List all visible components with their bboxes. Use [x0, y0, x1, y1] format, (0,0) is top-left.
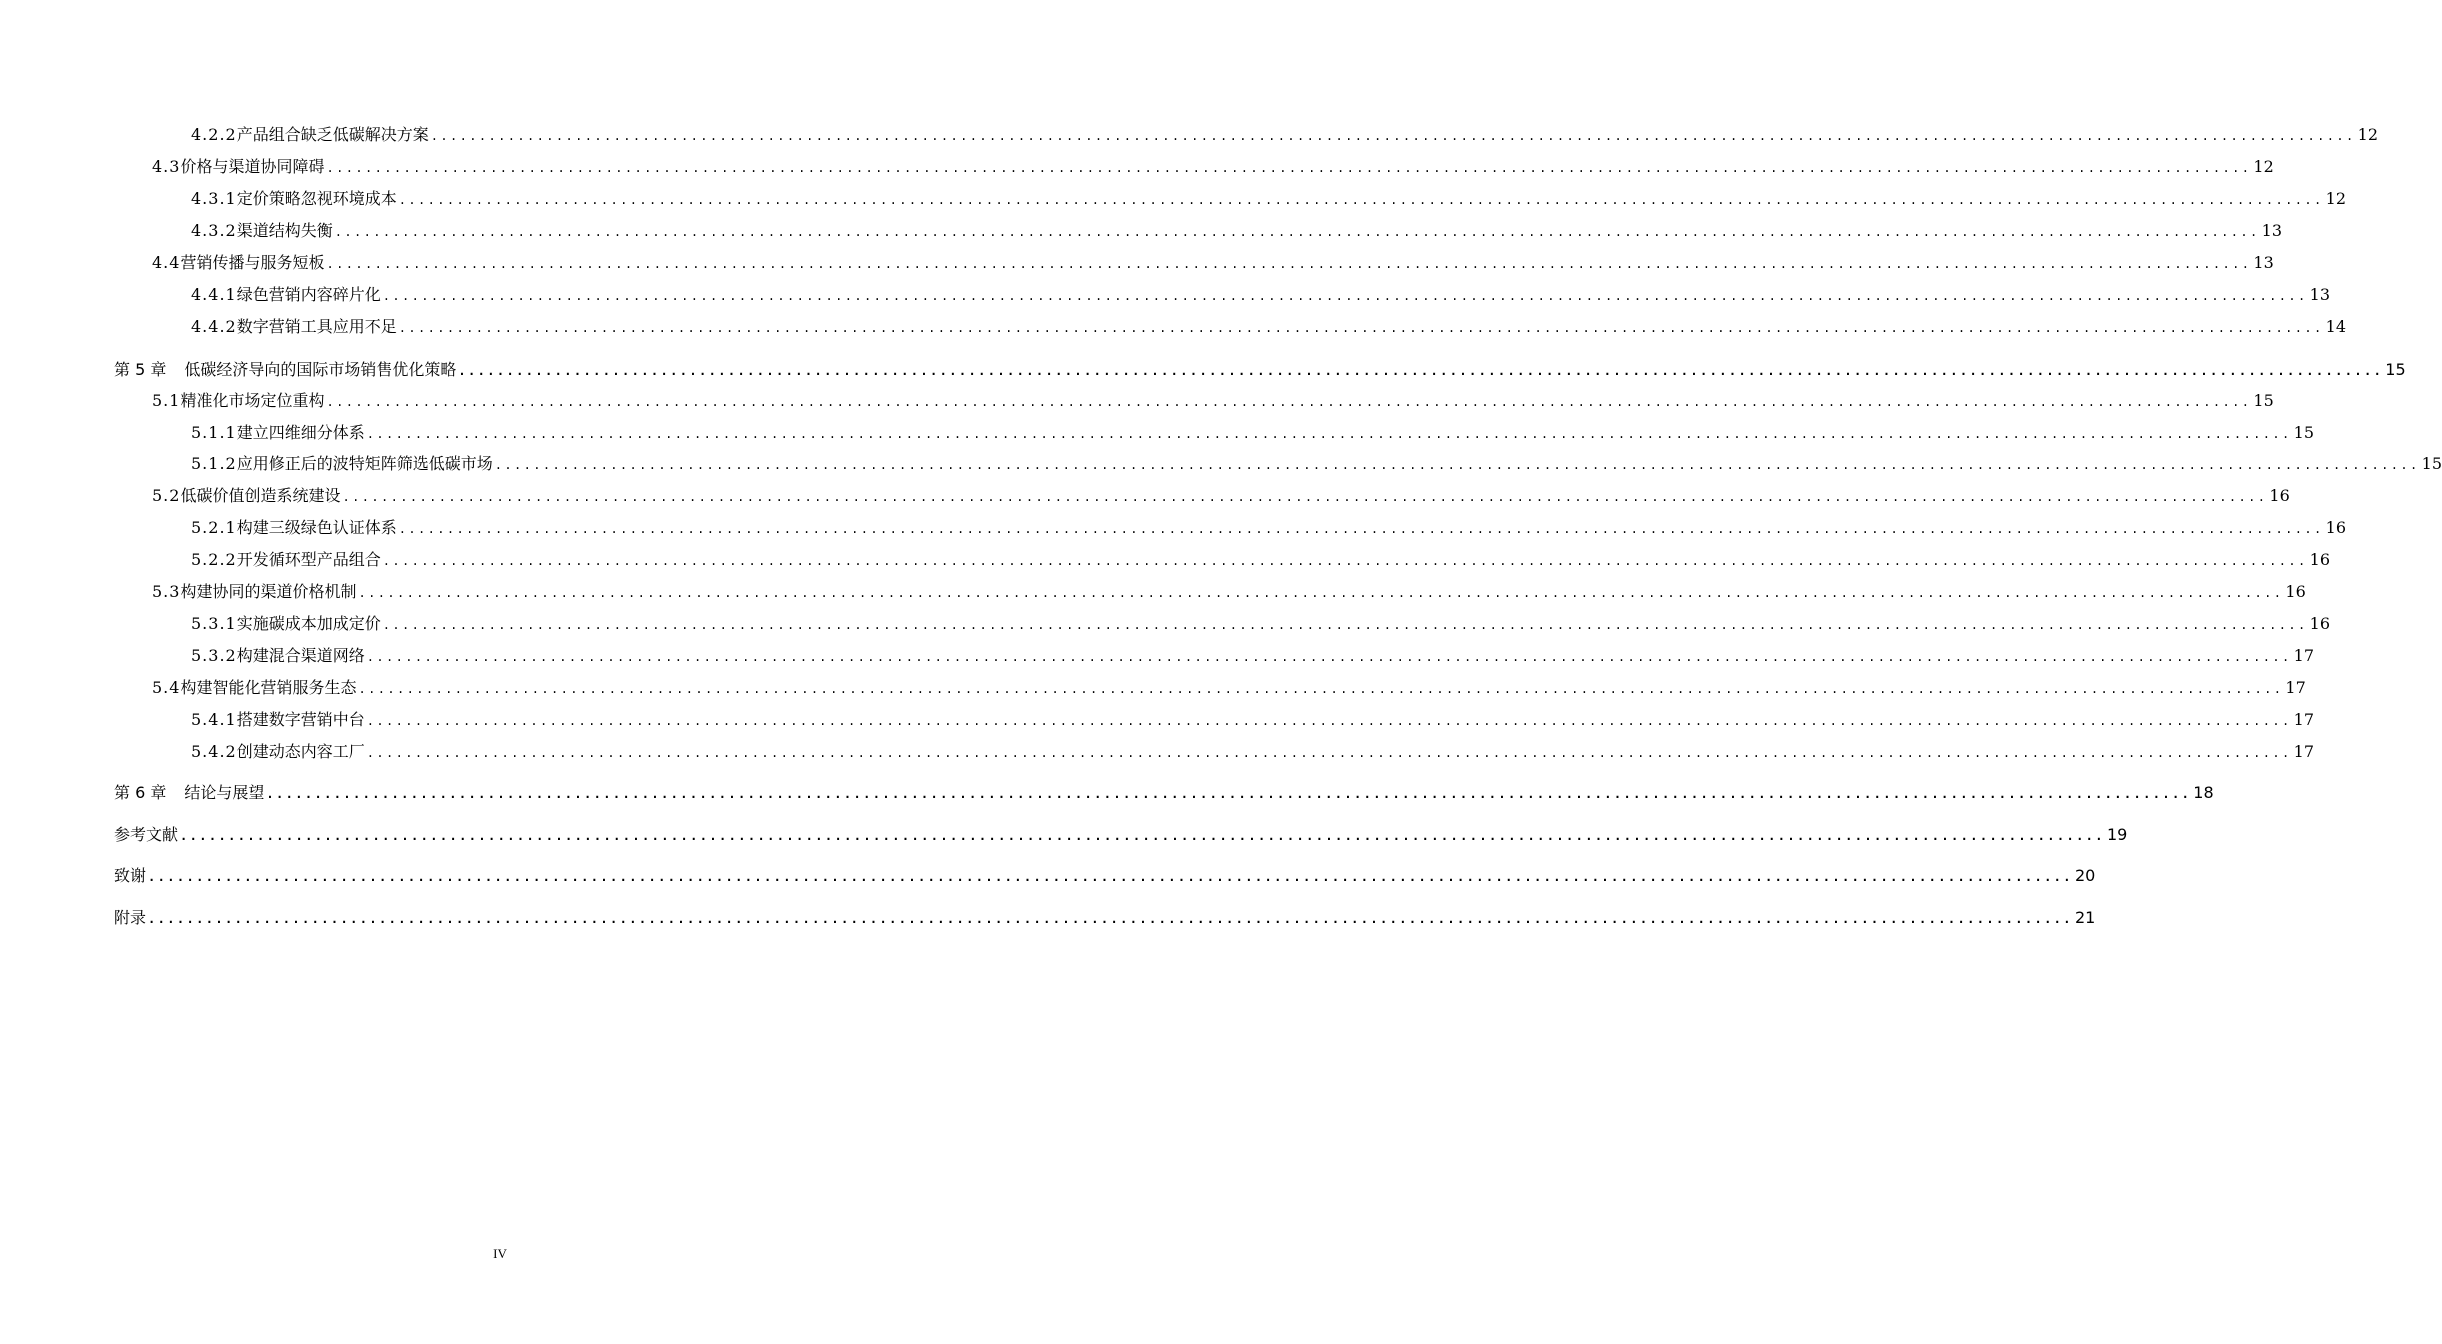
toc-entry-title: 绿色营销内容碎片化	[236, 285, 381, 304]
toc-entry-title: 营销传播与服务短板	[180, 253, 325, 272]
toc-entry-title: 参考文献	[114, 825, 179, 844]
toc-entry-title: 致谢	[114, 866, 147, 885]
toc-entry-title: 结论与展望	[184, 783, 265, 802]
toc-entry[interactable]	[191, 643, 2315, 666]
toc-entry-number: 4.3.2	[191, 221, 237, 240]
toc-entry-title: 构建协同的渠道价格机制	[180, 582, 357, 601]
toc-leader-dots: ........................................................................................................................................................................................................	[382, 618, 2308, 632]
toc-entry[interactable]	[114, 357, 2406, 380]
toc-leader-dots: ........................................................................................................................................................................................................	[366, 650, 2292, 664]
toc-entry-page: 16	[2269, 486, 2290, 505]
toc-entry-page: 15	[2253, 391, 2274, 410]
toc-leader-dots: ........................................................................................................................................................................................................	[398, 321, 2324, 335]
toc-entry[interactable]	[152, 579, 2306, 602]
toc-entry-page: 15	[2293, 423, 2315, 442]
toc-entry[interactable]	[191, 547, 2331, 570]
page-number: IV	[493, 1246, 507, 1261]
toc-entry-page: 16	[2285, 582, 2306, 601]
toc-leader-dots: ........................................................................................................................................................................................................	[366, 714, 2292, 728]
toc-entry-page: 13	[2261, 221, 2283, 240]
toc-entry-number: 4.3	[152, 157, 181, 176]
toc-leader-dots: ........................................................................................................................................................................................................	[342, 490, 2268, 504]
toc-entry-title: 低碳经济导向的国际市场销售优化策略	[184, 360, 457, 379]
toc-entry[interactable]	[191, 282, 2331, 305]
toc-entry-number: 5.1.1	[191, 423, 237, 442]
toc-entry-number: 5.2.2	[191, 550, 237, 569]
toc-entry[interactable]	[114, 780, 2214, 803]
toc-entry-title: 应用修正后的波特矩阵筛选低碳市场	[236, 454, 493, 473]
toc-entry-page: 19	[2106, 825, 2128, 844]
toc-entry-number: 5.1.2	[191, 454, 237, 473]
toc-entry[interactable]	[191, 122, 2379, 145]
toc-leader-dots: ........................................................................................................................................................................................................	[366, 427, 2292, 441]
toc-entry-page: 17	[2285, 678, 2306, 697]
toc-leader-dots: ........................................................................................................................................................................................................	[326, 257, 2252, 271]
toc-entry-page: 12	[2357, 125, 2379, 144]
toc-entry-number: 第 6 章	[114, 783, 167, 802]
toc-entry[interactable]	[191, 611, 2331, 634]
toc-entry[interactable]	[152, 388, 2274, 411]
toc-entry-number: 5.3.2	[191, 646, 237, 665]
toc-entry-title: 创建动态内容工厂	[236, 742, 365, 761]
toc-entry[interactable]	[114, 905, 2096, 928]
toc-entry[interactable]	[114, 863, 2096, 886]
toc-entry-page: 12	[2253, 157, 2274, 176]
toc-entry[interactable]	[152, 483, 2290, 506]
toc-entry-page: 16	[2309, 614, 2331, 633]
toc-entry-number: 4.4.2	[191, 317, 237, 336]
toc-entry-title: 实施碳成本加成定价	[236, 614, 381, 633]
toc-entry-number: 第 5 章	[114, 360, 167, 379]
toc-entry-number: 5.4	[152, 678, 181, 697]
toc-entry-number: 5.2	[152, 486, 181, 505]
toc-entry-page: 14	[2325, 317, 2347, 336]
toc-entry[interactable]	[191, 218, 2283, 241]
toc-leader-dots: ........................................................................................................................................................................................................	[180, 829, 2105, 843]
toc-entry-title: 价格与渠道协同障碍	[180, 157, 325, 176]
toc-leader-dots: ........................................................................................................................................................................................................	[494, 458, 2420, 472]
toc-entry-page: 17	[2293, 742, 2315, 761]
toc-entry[interactable]	[152, 675, 2306, 698]
toc-entry-number: 4.3.1	[191, 189, 237, 208]
toc-entry[interactable]	[152, 154, 2274, 177]
toc-entry-page: 13	[2253, 253, 2274, 272]
toc-entry[interactable]	[191, 451, 2442, 474]
toc-entry[interactable]	[191, 515, 2347, 538]
toc-leader-dots: ........................................................................................................................................................................................................	[382, 554, 2308, 568]
toc-entry-number: 5.3	[152, 582, 181, 601]
toc-leader-dots: ........................................................................................................................................................................................................	[358, 682, 2284, 696]
toc-entry[interactable]	[191, 186, 2347, 209]
toc-entry-title: 建立四维细分体系	[236, 423, 365, 442]
toc-entry[interactable]	[191, 420, 2315, 443]
toc-entry[interactable]	[191, 314, 2347, 337]
toc-entry-title: 产品组合缺乏低碳解决方案	[236, 125, 429, 144]
toc-leader-dots: ........................................................................................................................................................................................................	[148, 870, 2073, 884]
toc-entry-page: 15	[2385, 360, 2406, 379]
toc-entry-page: 17	[2293, 646, 2315, 665]
toc-entry-number: 4.2.2	[191, 125, 237, 144]
toc-entry-page: 16	[2325, 518, 2347, 537]
toc-entry-number: 4.4	[152, 253, 181, 272]
toc-entry[interactable]	[114, 822, 2128, 845]
toc-leader-dots: ........................................................................................................................................................................................................	[366, 746, 2292, 760]
toc-entry-number: 5.4.2	[191, 742, 237, 761]
toc-entry-title: 定价策略忽视环境成本	[236, 189, 397, 208]
toc-entry-number: 5.3.1	[191, 614, 237, 633]
toc-entry-title: 构建智能化营销服务生态	[180, 678, 357, 697]
toc-leader-dots: ........................................................................................................................................................................................................	[458, 364, 2384, 378]
toc-entry-number: 5.4.1	[191, 710, 237, 729]
toc-leader-dots: ........................................................................................................................................................................................................	[334, 225, 2260, 239]
toc-entry-page: 12	[2325, 189, 2347, 208]
toc-entry-title: 低碳价值创造系统建设	[180, 486, 341, 505]
toc-leader-dots: ........................................................................................................................................................................................................	[398, 193, 2324, 207]
toc-entry-page: 20	[2074, 866, 2096, 885]
toc-leader-dots: ........................................................................................................................................................................................................	[326, 395, 2252, 409]
toc-entry-title: 渠道结构失衡	[236, 221, 333, 240]
toc-entry[interactable]	[191, 707, 2315, 730]
toc-entry-title: 构建混合渠道网络	[236, 646, 365, 665]
toc-entry-title: 附录	[114, 908, 147, 927]
toc-entry-page: 13	[2309, 285, 2331, 304]
toc-leader-dots: ........................................................................................................................................................................................................	[398, 522, 2324, 536]
toc-leader-dots: ........................................................................................................................................................................................................	[326, 161, 2252, 175]
toc-entry-number: 5.1	[152, 391, 181, 410]
toc-entry-title: 精准化市场定位重构	[180, 391, 325, 410]
toc-entry-number: 4.4.1	[191, 285, 237, 304]
toc-entry[interactable]	[152, 250, 2274, 273]
toc-leader-dots: ........................................................................................................................................................................................................	[266, 787, 2192, 801]
toc-entry-title: 构建三级绿色认证体系	[236, 518, 397, 537]
toc-entry-title: 开发循环型产品组合	[236, 550, 381, 569]
toc-entry[interactable]	[191, 739, 2315, 762]
toc-entry-title: 数字营销工具应用不足	[236, 317, 397, 336]
toc-entry-page: 16	[2309, 550, 2331, 569]
toc-leader-dots: ........................................................................................................................................................................................................	[382, 289, 2308, 303]
toc-leader-dots: ........................................................................................................................................................................................................	[430, 129, 2356, 143]
toc-entry-page: 18	[2193, 783, 2214, 802]
toc-entry-number: 5.2.1	[191, 518, 237, 537]
toc-entry-page: 17	[2293, 710, 2315, 729]
toc-leader-dots: ........................................................................................................................................................................................................	[148, 912, 2073, 926]
toc-entry-title: 搭建数字营销中台	[236, 710, 365, 729]
toc-leader-dots: ........................................................................................................................................................................................................	[358, 586, 2284, 600]
toc-entry-page: 21	[2074, 908, 2096, 927]
toc-entry-page: 15	[2421, 454, 2442, 473]
